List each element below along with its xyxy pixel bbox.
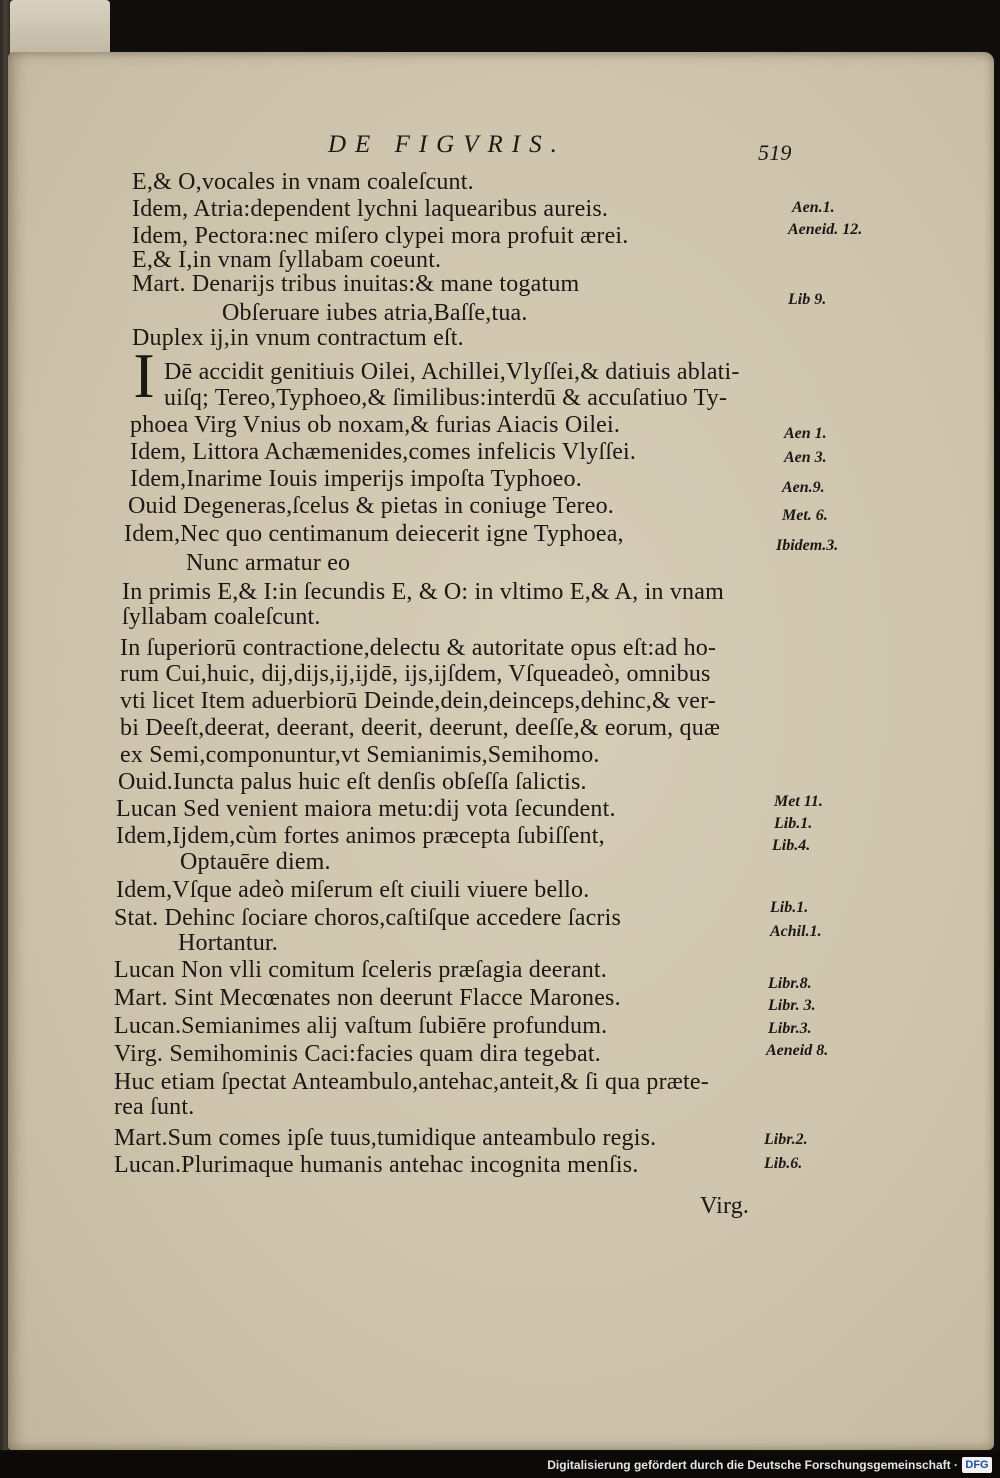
- digitization-footer: [0, 1452, 1000, 1478]
- margin-reference: Aen 3.: [784, 449, 827, 466]
- margin-reference: Aen 1.: [784, 425, 827, 442]
- text-line: ſyllabam coaleſcunt.: [122, 604, 321, 630]
- margin-reference: Aen.1.: [792, 199, 835, 216]
- text-line: Virg. Semihominis Caci:facies quam dira tegebat.: [114, 1041, 601, 1067]
- text-line: vti licet Item aduerbiorū Deinde,dein,deinceps,dehinc,& ver-: [120, 688, 716, 714]
- text-line: Mart. Denarijs tribus inuitas:& mane togatum: [132, 271, 580, 297]
- text-line: Idem,Nec quo centimanum deiecerit igne Typhoea,: [124, 521, 624, 547]
- catchword: Virg.: [700, 1193, 750, 1219]
- text-line: Mart.Sum comes ipſe tuus,tumidique anteambulo regis.: [114, 1125, 657, 1151]
- text-line: rum Cui,huic, dij,dijs,ij,ijdē, ijs,ijſdem, Vſqueadeò, omnibus: [120, 661, 711, 687]
- page-edge: [10, 0, 110, 58]
- text-line: Lucan.Semianimes alij vaſtum ſubiēre profundum.: [114, 1013, 608, 1039]
- margin-reference: Lib.4.: [772, 837, 811, 854]
- margin-reference: Libr.3.: [768, 1020, 812, 1037]
- margin-reference: Libr.8.: [768, 975, 812, 992]
- text-line: Hortantur.: [178, 930, 278, 956]
- page-number: 519: [758, 140, 792, 165]
- text-line: rea ſunt.: [114, 1094, 195, 1120]
- text-line: Huc etiam ſpectat Anteambulo,antehac,anteit,& ſi qua præte-: [114, 1069, 709, 1095]
- text-line: Idem,Ijdem,cùm fortes animos præcepta ſubiſſent,: [116, 823, 605, 849]
- text-line: E,& O,vocales in vnam coaleſcunt.: [132, 169, 474, 195]
- text-line: Lucan.Plurimaque humanis antehac incognita menſis.: [114, 1152, 639, 1178]
- text-line: Nunc armatur eo: [186, 550, 351, 576]
- text-line: Ouid Degeneras,ſcelus & pietas in coniuge Tereo.: [128, 493, 614, 519]
- text-line: In ſuperiorū contractione,delectu & autoritate opus eſt:ad ho-: [120, 635, 717, 661]
- text-line: Duplex ij,in vnum contractum eſt.: [132, 325, 464, 351]
- margin-reference: Lib.1.: [774, 815, 813, 832]
- running-title: DE FIGVRIS.: [328, 131, 566, 158]
- text-line: Idem,Inarime Iouis imperijs impoſta Typhoeo.: [130, 466, 582, 492]
- text-line: Idem,Vſque adeò miſerum eſt ciuili viuere bello.: [116, 877, 590, 903]
- text-line: Dē accidit genitiuis Oilei, Achillei,Vlyſſei,& datiuis ablati-: [164, 359, 740, 385]
- text-line: Optauēre diem.: [180, 849, 331, 875]
- text-line: Mart. Sint Mecœnates non deerunt Flacce Marones.: [114, 985, 621, 1011]
- margin-reference: Lib.1.: [770, 899, 809, 916]
- margin-reference: Aeneid 8.: [766, 1042, 829, 1059]
- funding-credit: Digitalisierung gefördert durch die Deutsche Forschungsgemeinschaft ·: [547, 1458, 958, 1472]
- dfg-logo-icon: DFG: [962, 1457, 992, 1473]
- text-line: In primis E,& I:in ſecundis E, & O: in vltimo E,& A, in vnam: [122, 579, 724, 605]
- text-line: ex Semi,componuntur,vt Semianimis,Semihomo.: [120, 742, 600, 768]
- margin-reference: Aen.9.: [782, 479, 825, 496]
- text-line: Lucan Sed venient maiora metu:dij vota ſecundent.: [116, 796, 616, 822]
- drop-cap-initial: I: [133, 340, 155, 411]
- text-line: Ouid.Iuncta palus huic eſt denſis obſeſſa ſalictis.: [118, 769, 587, 795]
- margin-reference: Libr. 3.: [768, 997, 816, 1014]
- text-line: Idem, Littora Achæmenides,comes infelicis Vlyſſei.: [130, 439, 637, 465]
- text-line: Idem, Pectora:nec miſero clypei mora profuit ærei.: [132, 223, 629, 249]
- margin-reference: Libr.2.: [764, 1131, 808, 1148]
- text-line: Idem, Atria:dependent lychni laquearibus aureis.: [132, 196, 609, 222]
- text-line: Lucan Non vlli comitum ſceleris præſagia deerant.: [114, 957, 607, 983]
- margin-reference: Met 11.: [774, 793, 823, 810]
- margin-reference: Aeneid. 12.: [788, 221, 863, 238]
- margin-reference: Ibidem.3.: [776, 537, 839, 554]
- text-line: Stat. Dehinc ſociare choros,caſtiſque accedere ſacris: [114, 905, 622, 931]
- text-line: uiſq; Tereo,Typhoeo,& ſimilibus:interdū & accuſatiuo Ty-: [164, 385, 728, 411]
- text-line: bi Deeſt,deerat, deerant, deerit, deerunt, deeſſe,& eorum, quæ: [120, 715, 721, 741]
- text-line: phoea Virg Vnius ob noxam,& furias Aiacis Oilei.: [130, 412, 621, 438]
- text-line: E,& I,in vnam ſyllabam coeunt.: [132, 247, 442, 273]
- margin-reference: Lib.6.: [764, 1155, 803, 1172]
- margin-reference: Met. 6.: [782, 507, 828, 524]
- text-line: Obſeruare iubes atria,Baſſe,tua.: [222, 300, 528, 326]
- margin-reference: Achil.1.: [770, 923, 822, 940]
- margin-reference: Lib 9.: [788, 291, 827, 308]
